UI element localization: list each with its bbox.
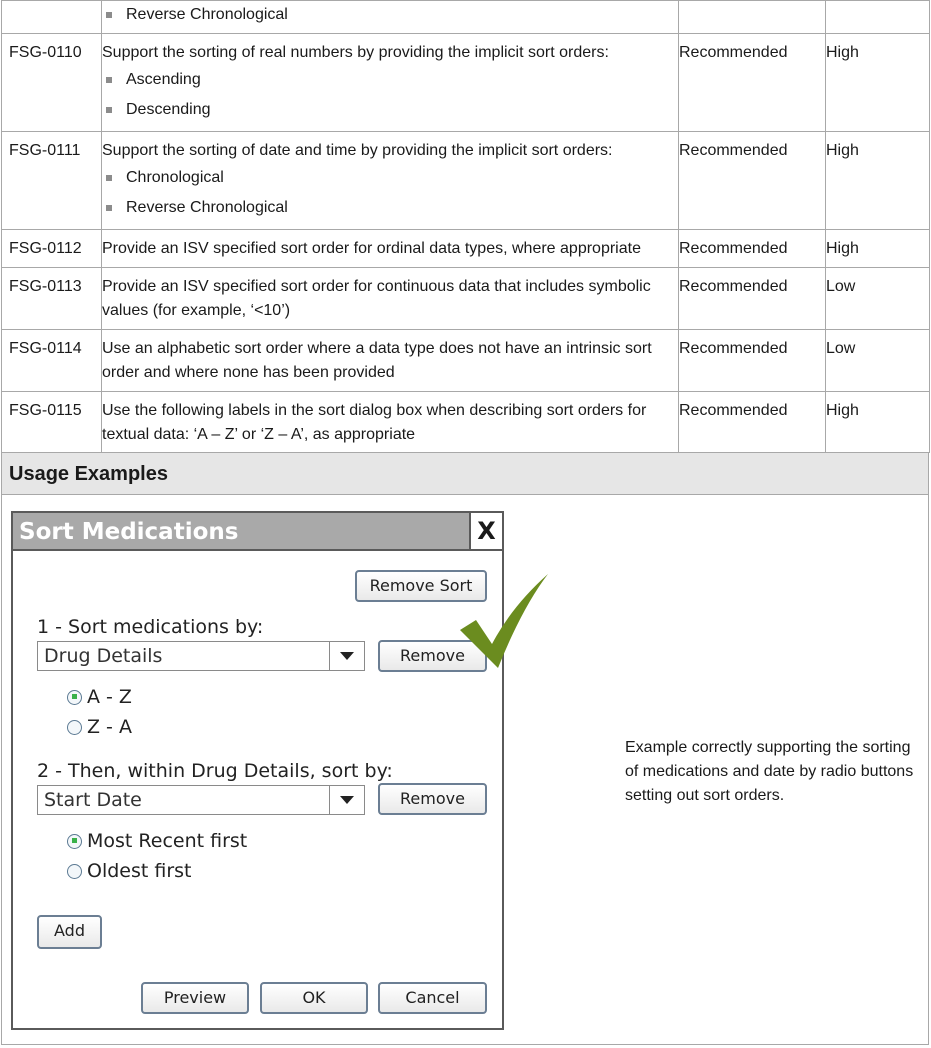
radio-icon[interactable] bbox=[67, 720, 82, 735]
sort2-option-most-recent[interactable]: Most Recent first bbox=[67, 830, 247, 852]
requirement-description: Support the sorting of real numbers by providing the implicit sort orders: Ascending Descending bbox=[102, 34, 679, 132]
sort2-option-oldest[interactable]: Oldest first bbox=[67, 860, 192, 882]
table-row bbox=[2, 1, 930, 34]
list-item: Reverse Chronological bbox=[106, 193, 678, 223]
bullet-icon bbox=[106, 107, 112, 113]
requirement-category: Recommended bbox=[679, 230, 826, 268]
requirement-priority: High bbox=[826, 34, 930, 132]
list-item: Reverse Chronological bbox=[106, 1, 678, 29]
table-row bbox=[2, 230, 930, 268]
requirement-id bbox=[2, 1, 102, 34]
bullet-icon bbox=[106, 175, 112, 181]
requirement-id: FSG-0115 bbox=[2, 392, 102, 453]
sort-dialog bbox=[11, 511, 504, 1030]
radio-icon[interactable] bbox=[67, 864, 82, 879]
table-row bbox=[2, 34, 930, 132]
sort1-value: Drug Details bbox=[44, 645, 163, 667]
list-item: Descending bbox=[106, 95, 678, 125]
list-item: Ascending bbox=[106, 65, 678, 95]
checkmark-icon bbox=[458, 572, 552, 672]
dialog-title: Sort Medications bbox=[13, 513, 469, 551]
requirement-category: Recommended bbox=[679, 268, 826, 330]
list-item: Chronological bbox=[106, 163, 678, 193]
radio-selected-icon[interactable] bbox=[67, 834, 82, 849]
sort2-select[interactable] bbox=[37, 785, 365, 815]
sort1-option-a-z[interactable]: A - Z bbox=[67, 686, 132, 708]
requirement-category: Recommended bbox=[679, 34, 826, 132]
sort1-select[interactable] bbox=[37, 641, 365, 671]
sort2-value: Start Date bbox=[44, 789, 142, 811]
remove2-button[interactable]: Remove bbox=[378, 783, 487, 815]
checkmark-shape bbox=[460, 574, 548, 668]
chevron-down-icon[interactable] bbox=[329, 786, 364, 814]
requirement-id: FSG-0112 bbox=[2, 230, 102, 268]
example-caption: Example correctly supporting the sorting of medications and date by radio buttons setting out sort orders. bbox=[625, 739, 914, 804]
requirement-description: Provide an ISV specified sort order for continuous data that includes symbolic values (for example, ‘<10’) bbox=[102, 268, 679, 330]
requirement-category bbox=[679, 1, 826, 34]
sort1-option-z-a[interactable]: Z - A bbox=[67, 716, 132, 738]
bullet-icon bbox=[106, 77, 112, 83]
requirement-description: Support the sorting of date and time by providing the implicit sort orders: Chronological Reverse Chronological bbox=[102, 132, 679, 230]
requirement-id: FSG-0114 bbox=[2, 330, 102, 392]
requirement-id: FSG-0110 bbox=[2, 34, 102, 132]
section-heading: Usage Examples bbox=[1, 452, 929, 495]
requirement-category: Recommended bbox=[679, 392, 826, 453]
bullet-icon bbox=[106, 205, 112, 211]
radio-selected-icon[interactable] bbox=[67, 690, 82, 705]
requirement-priority: High bbox=[826, 392, 930, 453]
bullet-icon bbox=[106, 12, 112, 18]
ok-button[interactable]: OK bbox=[260, 982, 368, 1014]
table-row bbox=[2, 132, 930, 230]
requirements-table bbox=[1, 0, 930, 453]
requirement-priority: Low bbox=[826, 268, 930, 330]
requirement-category: Recommended bbox=[679, 132, 826, 230]
requirement-priority: Low bbox=[826, 330, 930, 392]
table-row bbox=[2, 268, 930, 330]
requirement-category: Recommended bbox=[679, 330, 826, 392]
requirement-description bbox=[102, 1, 679, 34]
sort2-label: 2 - Then, within Drug Details, sort by: bbox=[37, 760, 393, 782]
table-row bbox=[2, 392, 930, 453]
close-button[interactable]: X bbox=[469, 513, 502, 551]
add-button[interactable]: Add bbox=[37, 915, 102, 949]
preview-button[interactable]: Preview bbox=[141, 982, 249, 1014]
requirement-description: Use the following labels in the sort dialog box when describing sort orders for textual data: ‘A – Z’ or ‘Z – A’, as appropriate bbox=[102, 392, 679, 453]
remove1-button[interactable]: Remove bbox=[378, 640, 487, 672]
requirement-priority: High bbox=[826, 132, 930, 230]
requirement-description: Use an alphabetic sort order where a data type does not have an intrinsic sort order and where none has been provided bbox=[102, 330, 679, 392]
sort1-label: 1 - Sort medications by: bbox=[37, 616, 264, 638]
requirement-description: Provide an ISV specified sort order for ordinal data types, where appropriate bbox=[102, 230, 679, 268]
remove-sort-button[interactable]: Remove Sort bbox=[355, 570, 487, 602]
chevron-down-icon[interactable] bbox=[329, 642, 364, 670]
requirement-id: FSG-0111 bbox=[2, 132, 102, 230]
cancel-button[interactable]: Cancel bbox=[378, 982, 487, 1014]
requirement-id: FSG-0113 bbox=[2, 268, 102, 330]
table-row bbox=[2, 330, 930, 392]
requirement-priority: High bbox=[826, 230, 930, 268]
requirement-priority bbox=[826, 1, 930, 34]
